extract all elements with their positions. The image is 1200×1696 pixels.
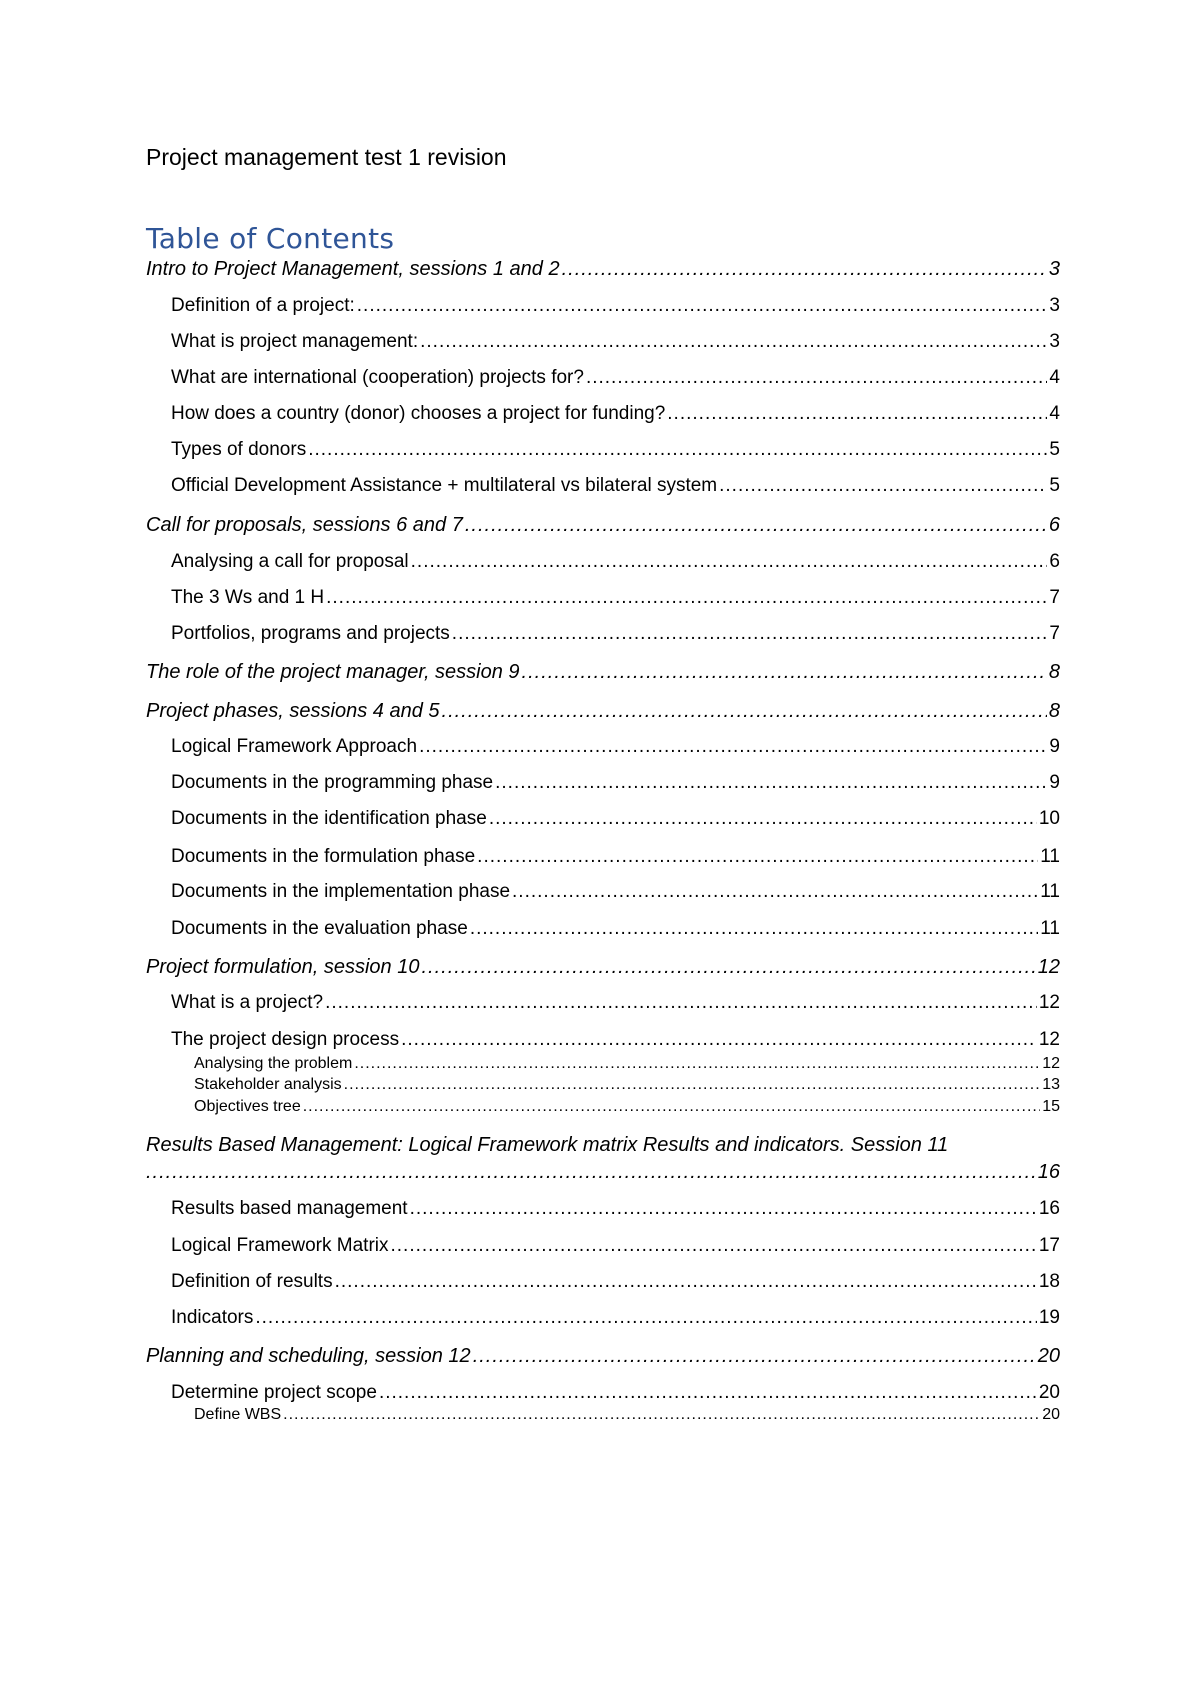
- toc-entry-page-number: 8: [1048, 700, 1060, 722]
- toc-entry-page-number: 7: [1049, 623, 1060, 644]
- dot-leader: [303, 1098, 1040, 1116]
- dot-leader: [354, 1055, 1040, 1073]
- toc-entry-label: Define WBS: [194, 1406, 282, 1423]
- toc-entry-page-number: 11: [1040, 918, 1060, 939]
- toc-entry-label: Documents in the identification phase: [171, 808, 487, 829]
- toc-entry-level-3[interactable]: [194, 1055, 1060, 1075]
- dot-leader: [522, 661, 1047, 684]
- dot-leader: [411, 551, 1048, 573]
- toc-entry-level-1[interactable]: [146, 661, 1060, 687]
- dot-leader: [442, 700, 1047, 723]
- toc-entry-page-number: 4: [1049, 367, 1060, 388]
- toc-entry-page-number: 6: [1049, 551, 1060, 572]
- toc-entry-level-2[interactable]: [171, 623, 1060, 648]
- toc-entry-page-number: 20: [1037, 1345, 1060, 1367]
- toc-entry-level-2[interactable]: [171, 1029, 1060, 1054]
- toc-entry-page-number: 9: [1049, 772, 1060, 793]
- toc-entry-page-number: 3: [1049, 295, 1060, 316]
- toc-entry-level-1[interactable]: [146, 258, 1060, 284]
- toc-entry-level-2[interactable]: [171, 736, 1060, 761]
- toc-entry-page-number: 12: [1037, 956, 1060, 978]
- toc-entry-page-number: 19: [1038, 1307, 1060, 1328]
- toc-entry-label: The 3 Ws and 1 H: [171, 587, 325, 608]
- toc-entry-label: Project formulation, session 10: [146, 956, 420, 978]
- toc-entry-label: Documents in the implementation phase: [171, 881, 511, 902]
- toc-entry-label: Logical Framework Matrix: [171, 1235, 389, 1256]
- toc-entry-level-2[interactable]: [171, 918, 1060, 943]
- toc-entry-level-2[interactable]: [171, 881, 1060, 906]
- dot-leader: [401, 1029, 1037, 1051]
- toc-entry-level-3[interactable]: [194, 1076, 1060, 1096]
- toc-entry-label: Call for proposals, sessions 6 and 7: [146, 514, 463, 536]
- dot-leader: [470, 918, 1038, 940]
- toc-entry-level-2[interactable]: [171, 439, 1060, 464]
- toc-entry-label: Documents in the programming phase: [171, 772, 494, 793]
- toc-entry-label: What are international (cooperation) projects for?: [171, 367, 584, 388]
- toc-entry-page-number: 12: [1042, 1055, 1060, 1072]
- toc-entry-label: The role of the project manager, session 9: [146, 661, 520, 683]
- dot-leader: [477, 846, 1038, 868]
- toc-entry-level-2[interactable]: [171, 1235, 1060, 1260]
- dot-leader: [489, 808, 1037, 830]
- dot-leader: [410, 1198, 1037, 1220]
- toc-entry-label: Official Development Assistance + multilateral vs bilateral system: [171, 475, 718, 496]
- dot-leader: [719, 475, 1047, 497]
- toc-entry-page-number: 16: [1038, 1198, 1060, 1219]
- toc-entry-page-number: 18: [1038, 1271, 1060, 1292]
- toc-entry-level-1[interactable]: [146, 1345, 1060, 1371]
- toc-entry-page-number: 17: [1038, 1235, 1060, 1256]
- toc-entry-level-2[interactable]: [171, 1382, 1060, 1407]
- toc-entry-level-1[interactable]: [146, 956, 1060, 982]
- dot-leader: [562, 258, 1047, 281]
- dot-leader: [255, 1307, 1036, 1329]
- toc-entry-level-2[interactable]: [171, 475, 1060, 500]
- dot-leader: [379, 1382, 1037, 1404]
- toc-entry-label: Logical Framework Approach: [171, 736, 418, 757]
- toc-entry-page-number: 16: [1037, 1161, 1060, 1183]
- dot-leader: [335, 1271, 1037, 1293]
- dot-leader: [326, 587, 1047, 609]
- toc-entry-label: How does a country (donor) chooses a project for funding?: [171, 403, 666, 424]
- toc-entry-level-3[interactable]: [194, 1098, 1060, 1118]
- dot-leader: [667, 403, 1047, 425]
- toc-entry-page-number: 10: [1038, 808, 1060, 829]
- toc-entry-label: Analysing the problem: [194, 1055, 353, 1072]
- toc-entry-level-2[interactable]: [171, 331, 1060, 356]
- toc-entry-level-2[interactable]: [171, 772, 1060, 797]
- toc-entry-page-number: 12: [1038, 1029, 1060, 1050]
- toc-entry-page-number: 5: [1049, 439, 1060, 460]
- toc-entry-label: What is project management:: [171, 331, 419, 352]
- dot-leader: [512, 881, 1038, 903]
- toc-entry-label: What is a project?: [171, 992, 324, 1013]
- toc-entry-level-2[interactable]: [171, 808, 1060, 833]
- toc-entry-label: Objectives tree: [194, 1098, 301, 1115]
- toc-entry-page-number: 12: [1038, 992, 1060, 1013]
- toc-entry-label: Planning and scheduling, session 12: [146, 1345, 471, 1367]
- toc-entry-page-number: 13: [1042, 1076, 1060, 1093]
- toc-entry-page-number: 3: [1049, 331, 1060, 352]
- toc-entry-level-2[interactable]: [171, 551, 1060, 576]
- dot-leader: [586, 367, 1047, 389]
- toc-entry-label: Types of donors: [171, 439, 307, 460]
- dot-leader: [420, 331, 1047, 353]
- toc-entry-page-number: 20: [1038, 1382, 1060, 1403]
- dot-leader: [146, 1161, 1036, 1184]
- toc-entry-page-number: 9: [1049, 736, 1060, 757]
- toc-entry-label: Results Based Management: Logical Framework matrix Results and indicators. Session 11: [146, 1134, 949, 1156]
- toc-entry-label: Documents in the evaluation phase: [171, 918, 468, 939]
- toc-entry-label: The project design process: [171, 1029, 400, 1050]
- toc-entry-level-2[interactable]: [171, 992, 1060, 1017]
- toc-entry-level-1[interactable]: [146, 1134, 1060, 1184]
- document-title: Project management test 1 revision: [146, 144, 507, 170]
- toc-entry-label: Definition of a project:: [171, 295, 355, 316]
- toc-entry-page-number: 4: [1049, 403, 1060, 424]
- dot-leader: [421, 956, 1035, 979]
- dot-leader: [325, 992, 1037, 1014]
- toc-entry-label: Stakeholder analysis: [194, 1076, 342, 1093]
- dot-leader: [452, 623, 1048, 645]
- toc-entry-level-2[interactable]: [171, 403, 1060, 428]
- toc-entry-level-2[interactable]: [171, 846, 1060, 871]
- toc-entry-level-1[interactable]: [146, 514, 1060, 540]
- dot-leader: [308, 439, 1047, 461]
- toc-entry-level-2[interactable]: [171, 1271, 1060, 1296]
- toc-entry-page-number: 5: [1049, 475, 1060, 496]
- toc-entry-level-2[interactable]: [171, 367, 1060, 392]
- toc-entry-page-number: 3: [1048, 258, 1060, 280]
- toc-entry-page-number: 15: [1042, 1098, 1060, 1115]
- toc-entry-label: Project phases, sessions 4 and 5: [146, 700, 440, 722]
- toc-entry-page-number: 11: [1040, 881, 1060, 902]
- dot-leader: [344, 1076, 1041, 1094]
- toc-entry-label: Analysing a call for proposal: [171, 551, 409, 572]
- toc-entry-label: Documents in the formulation phase: [171, 846, 476, 867]
- toc-entry-level-1[interactable]: [146, 700, 1060, 726]
- toc-entry-page-number: 11: [1040, 846, 1060, 867]
- toc-entry-label: Portfolios, programs and projects: [171, 623, 450, 644]
- toc-entry-label: Determine project scope: [171, 1382, 377, 1403]
- toc-entry-level-2[interactable]: [171, 295, 1060, 320]
- toc-entry-label: Definition of results: [171, 1271, 333, 1292]
- dot-leader: [391, 1235, 1037, 1257]
- dot-leader: [465, 514, 1047, 537]
- toc-entry-label: Intro to Project Management, sessions 1 and 2: [146, 258, 560, 280]
- dot-leader: [419, 736, 1047, 758]
- toc-entry-page-number: 8: [1048, 661, 1060, 683]
- toc-entry-label: Indicators: [171, 1307, 254, 1328]
- toc-entry-level-3[interactable]: [194, 1406, 1060, 1426]
- toc-entry-label: Results based management: [171, 1198, 408, 1219]
- toc-heading: Table of Contents: [146, 222, 395, 255]
- toc-entry-page-number: 6: [1048, 514, 1060, 536]
- toc-entry-page-number: 7: [1049, 587, 1060, 608]
- dot-leader: [283, 1406, 1040, 1424]
- toc-entry-level-2[interactable]: [171, 587, 1060, 612]
- toc-entry-level-2[interactable]: [171, 1198, 1060, 1223]
- toc-entry-level-2[interactable]: [171, 1307, 1060, 1332]
- dot-leader: [495, 772, 1047, 794]
- toc-entry-page-number: 20: [1042, 1406, 1060, 1423]
- dot-leader: [357, 295, 1048, 317]
- dot-leader: [473, 1345, 1036, 1368]
